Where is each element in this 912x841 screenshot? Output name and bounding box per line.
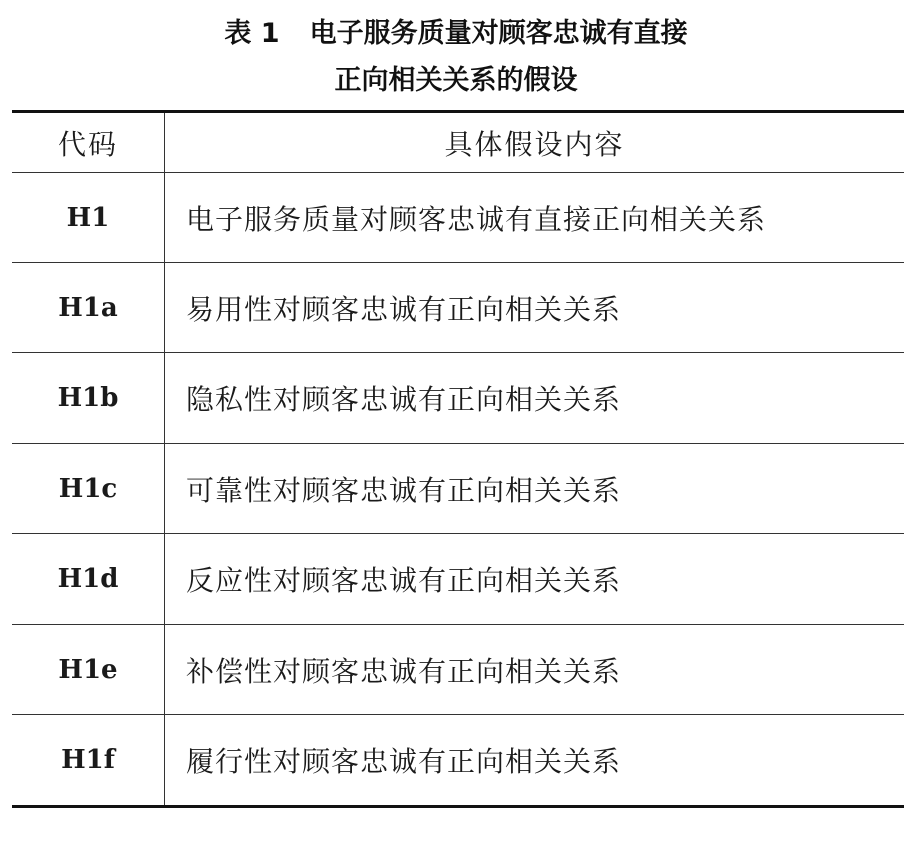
table-row: [12, 353, 904, 444]
row-code: H1c: [58, 473, 118, 504]
row-code: H1a: [58, 292, 118, 323]
table-number: 表 1: [224, 18, 280, 49]
table-header-row: [12, 113, 904, 173]
header-code: 代码: [57, 127, 118, 161]
row-hypothesis: 履行性对顾客忠诚有正向相关关系: [164, 715, 904, 805]
row-code: H1e: [58, 654, 118, 685]
row-hypothesis: 易用性对顾客忠诚有正向相关关系: [164, 263, 904, 352]
row-hypothesis: 可靠性对顾客忠诚有正向相关关系: [164, 444, 904, 533]
row-code: H1d: [57, 564, 119, 594]
table-title-line-1: 电子服务质量对顾客忠诚有直接: [309, 18, 688, 49]
row-hypothesis: 反应性对顾客忠诚有正向相关关系: [164, 534, 904, 624]
header-hypothesis: 具体假设内容: [164, 113, 904, 172]
table-caption: [0, 20, 912, 47]
table-row: [12, 444, 904, 534]
row-hypothesis: 电子服务质量对顾客忠诚有直接正向相关关系: [164, 173, 904, 262]
row-hypothesis: 隐私性对顾客忠诚有正向相关关系: [164, 353, 904, 443]
hypothesis-table: [12, 113, 904, 805]
table-row: [12, 534, 904, 625]
table-title-line-2: 正向相关关系的假设: [334, 65, 578, 96]
row-code: H1f: [61, 745, 115, 775]
table-row: [12, 715, 904, 805]
bottom-rule: [12, 805, 904, 808]
row-code: H1b: [57, 383, 119, 413]
row-hypothesis: 补偿性对顾客忠诚有正向相关关系: [164, 625, 904, 714]
table-row: [12, 173, 904, 263]
table-row: [12, 625, 904, 715]
row-code: H1: [66, 202, 110, 233]
table-row: [12, 263, 904, 353]
